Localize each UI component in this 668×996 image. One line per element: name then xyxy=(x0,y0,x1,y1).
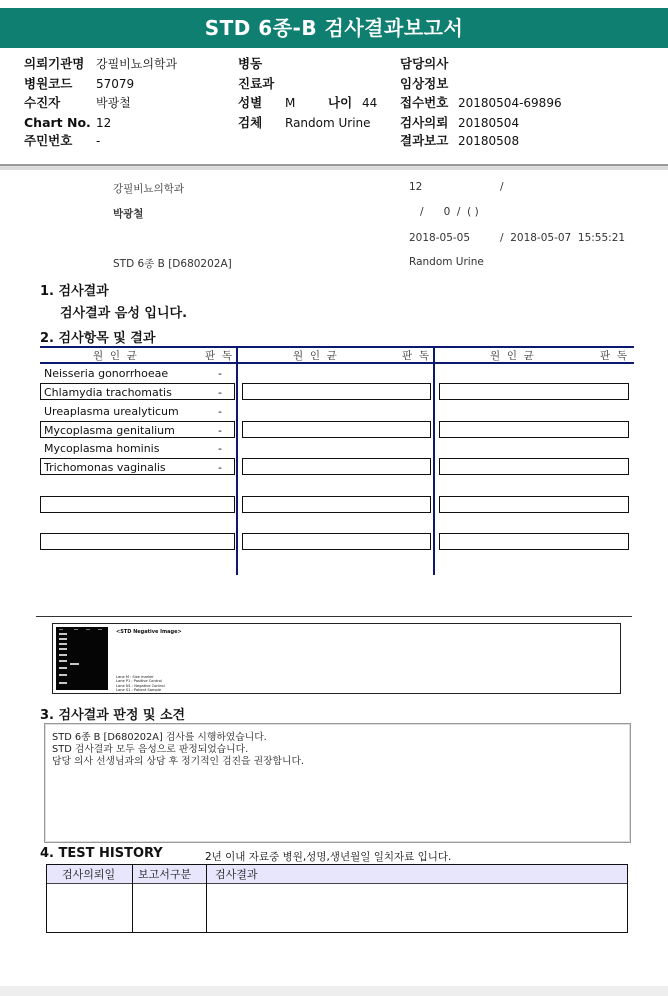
gel-electrophoresis-image xyxy=(56,627,108,690)
history-note: 2년 이내 자료중 병원,성명,생년월일 일치자료 입니다. xyxy=(205,851,452,863)
organism-result: - xyxy=(218,367,222,380)
footer-band xyxy=(0,986,668,996)
section-1-result: 검사결과 음성 입니다. xyxy=(60,306,188,321)
result-row-box xyxy=(439,383,629,400)
label-department: 진료과 xyxy=(238,76,275,91)
history-col-divider xyxy=(206,865,207,932)
value-patient: 박광철 xyxy=(96,96,131,110)
label-clinical-info: 임상정보 xyxy=(400,76,449,91)
result-row-box xyxy=(242,383,431,400)
result-row-box xyxy=(439,533,629,550)
label-age: 나이 xyxy=(328,95,353,110)
report-title: STD 6종-B 검사결과보고서 xyxy=(0,8,668,48)
gel-legend xyxy=(116,675,165,692)
organism-result: - xyxy=(218,461,222,474)
result-row-box xyxy=(439,458,629,475)
form-reported: / 2018-05-07 15:55:21 xyxy=(500,232,626,244)
history-col-report-type: 보고서구분 xyxy=(138,868,192,881)
label-chart-no: Chart No. xyxy=(24,115,91,130)
organism-result: - xyxy=(218,405,222,418)
result-row-box xyxy=(40,496,235,513)
value-age: 44 xyxy=(362,96,378,110)
value-hospital-code: 57079 xyxy=(96,77,135,91)
form-clinic: 강필비뇨의학과 xyxy=(113,183,185,195)
col-judgement-2: 판 독 xyxy=(402,350,429,362)
result-row-box xyxy=(439,421,629,438)
label-request-date: 검사의뢰 xyxy=(400,115,449,130)
label-sex: 성별 xyxy=(238,95,263,110)
form-received: 2018-05-05 xyxy=(409,232,471,244)
history-table-header xyxy=(47,865,627,884)
result-grid-divider-1 xyxy=(236,346,238,575)
organism-result: - xyxy=(218,442,222,455)
organism-result: - xyxy=(218,424,222,437)
result-row-box xyxy=(242,496,431,513)
col-organism-1: 원 인 균 xyxy=(93,350,137,362)
organism-result: - xyxy=(218,386,222,399)
section-3-title: 3. 검사결과 판정 및 소견 xyxy=(40,708,186,723)
label-ward: 병동 xyxy=(238,56,263,71)
value-sex: M xyxy=(285,96,296,110)
form-chart: 12 xyxy=(409,181,423,193)
section-4-title: 4. TEST HISTORY xyxy=(40,846,163,861)
section-1-title: 1. 검사결과 xyxy=(40,284,109,299)
label-report-date: 결과보고 xyxy=(400,133,449,148)
label-patient: 수진자 xyxy=(24,95,61,110)
organism-name: Ureaplasma urealyticum xyxy=(44,405,179,418)
section-2-title: 2. 검사항목 및 결과 xyxy=(40,331,156,346)
history-col-request-date: 검사의뢰일 xyxy=(62,868,116,881)
organism-name: Mycoplasma hominis xyxy=(44,442,160,455)
form-test-code: STD 6종 B [D680202A] xyxy=(113,258,232,270)
history-col-result: 검사결과 xyxy=(215,868,258,881)
history-col-divider xyxy=(132,865,133,932)
organism-name: Mycoplasma genitalium xyxy=(44,424,175,437)
result-grid-divider-2 xyxy=(433,346,435,575)
gel-caption: <STD Negative Image> xyxy=(116,629,182,635)
result-row-box xyxy=(40,533,235,550)
value-chart-no: 12 xyxy=(96,116,112,130)
section-divider xyxy=(36,616,632,617)
opinion-line: STD 검사결과 모두 음성으로 판정되었습니다. xyxy=(52,744,249,755)
form-mid: / 0 / ( ) xyxy=(420,206,479,218)
col-judgement-3: 판 독 xyxy=(600,350,627,362)
label-doctor: 담당의사 xyxy=(400,56,449,71)
result-row-box xyxy=(242,421,431,438)
result-row-box xyxy=(242,533,431,550)
label-specimen: 검체 xyxy=(238,115,263,130)
label-requesting-clinic: 의뢰기관명 xyxy=(24,56,85,71)
header-shadow xyxy=(0,166,668,170)
gel-legend-line: Lane S1 : Patient Sample xyxy=(116,687,162,692)
value-specimen: Random Urine xyxy=(285,116,371,130)
col-judgement-1: 판 독 xyxy=(205,350,232,362)
form-slash: / xyxy=(500,181,504,193)
organism-name: Neisseria gonorrhoeae xyxy=(44,367,169,380)
gel-legend-line: Lane P1 : Positive Control xyxy=(116,679,162,684)
form-specimen: Random Urine xyxy=(409,256,484,268)
gel-legend-line: Lane M : Size marker xyxy=(116,675,154,679)
organism-name: Trichomonas vaginalis xyxy=(44,461,166,474)
value-report-date: 20180508 xyxy=(458,134,520,148)
form-name: 박광철 xyxy=(113,208,144,220)
value-resident-no: - xyxy=(96,134,101,148)
label-hospital-code: 병원코드 xyxy=(24,76,73,91)
opinion-line: 담당 의사 선생님과의 상담 후 정기적인 검진을 권장합니다. xyxy=(52,756,305,767)
organism-name: Chlamydia trachomatis xyxy=(44,386,172,399)
result-row-box xyxy=(439,496,629,513)
label-receipt-no: 접수번호 xyxy=(400,95,449,110)
col-organism-3: 원 인 균 xyxy=(490,350,534,362)
result-row-box xyxy=(242,458,431,475)
value-requesting-clinic: 강필비뇨의학과 xyxy=(96,57,178,71)
label-resident-no: 주민번호 xyxy=(24,133,73,148)
gel-legend-line: Lane N1 : Negative Control xyxy=(116,683,165,688)
opinion-line: STD 6종 B [D680202A] 검사를 시행하였습니다. xyxy=(52,732,267,743)
value-receipt-no: 20180504-69896 xyxy=(458,96,562,110)
col-organism-2: 원 인 균 xyxy=(293,350,337,362)
value-request-date: 20180504 xyxy=(458,116,520,130)
